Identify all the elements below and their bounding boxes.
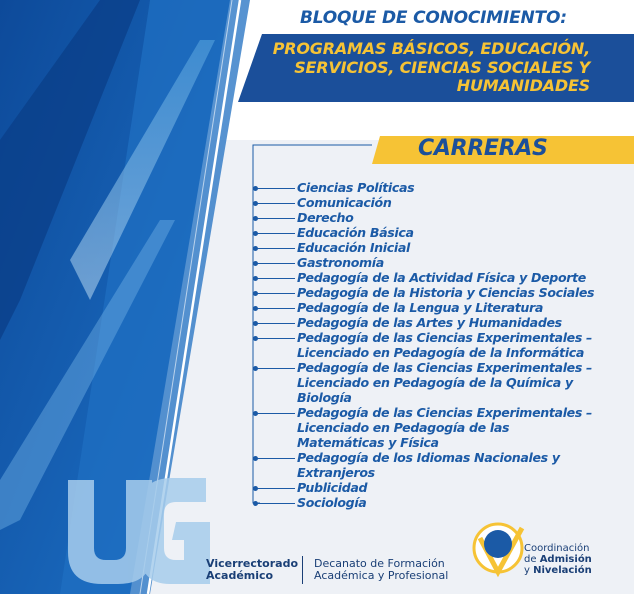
coordinacion-logo [474, 524, 522, 572]
header-subtitle: PROGRAMAS BÁSICOS, EDUCACIÓN, SERVICIOS, CIENCIAS SOCIALES Y HUMANIDADES [272, 39, 590, 95]
career-item: Comunicación [297, 195, 597, 210]
career-item: Educación Inicial [297, 240, 597, 255]
ug-logo [68, 478, 210, 584]
carreras-title: CARRERAS [418, 136, 548, 161]
footer-divider [302, 556, 303, 584]
career-item: Publicidad [297, 480, 597, 495]
header-title: BLOQUE DE CONOCIMIENTO: [300, 8, 567, 28]
career-item: Pedagogía de la Lengua y Literatura [297, 300, 597, 315]
career-item: Pedagogía de las Ciencias Experimentales – Licenciado en Pedagogía de las Matemáticas y Física [297, 405, 597, 450]
career-item: Pedagogía de la Historia y Ciencias Sociales [297, 285, 597, 300]
career-item: Ciencias Políticas [297, 180, 597, 195]
careers-list [297, 180, 597, 510]
career-item: Sociología [297, 495, 597, 510]
career-item: Derecho [297, 210, 597, 225]
career-item: Gastronomía [297, 255, 597, 270]
coordinacion-label: Coordinación de Admisión y Nivelación [524, 543, 592, 576]
career-item: Pedagogía de la Actividad Física y Deporte [297, 270, 597, 285]
career-item: Pedagogía de las Artes y Humanidades [297, 315, 597, 330]
career-item: Pedagogía de los Idiomas Nacionales y Extranjeros [297, 450, 597, 480]
vicerrectorado-label: Vicerrectorado Académico [206, 557, 298, 582]
career-item: Pedagogía de las Ciencias Experimentales – Licenciado en Pedagogía de la Química y Biología [297, 360, 597, 405]
career-item: Pedagogía de las Ciencias Experimentales – Licenciado en Pedagogía de la Informática [297, 330, 597, 360]
career-item: Educación Básica [297, 225, 597, 240]
decanato-label: Decanato de Formación Académica y Profesional [314, 557, 449, 582]
